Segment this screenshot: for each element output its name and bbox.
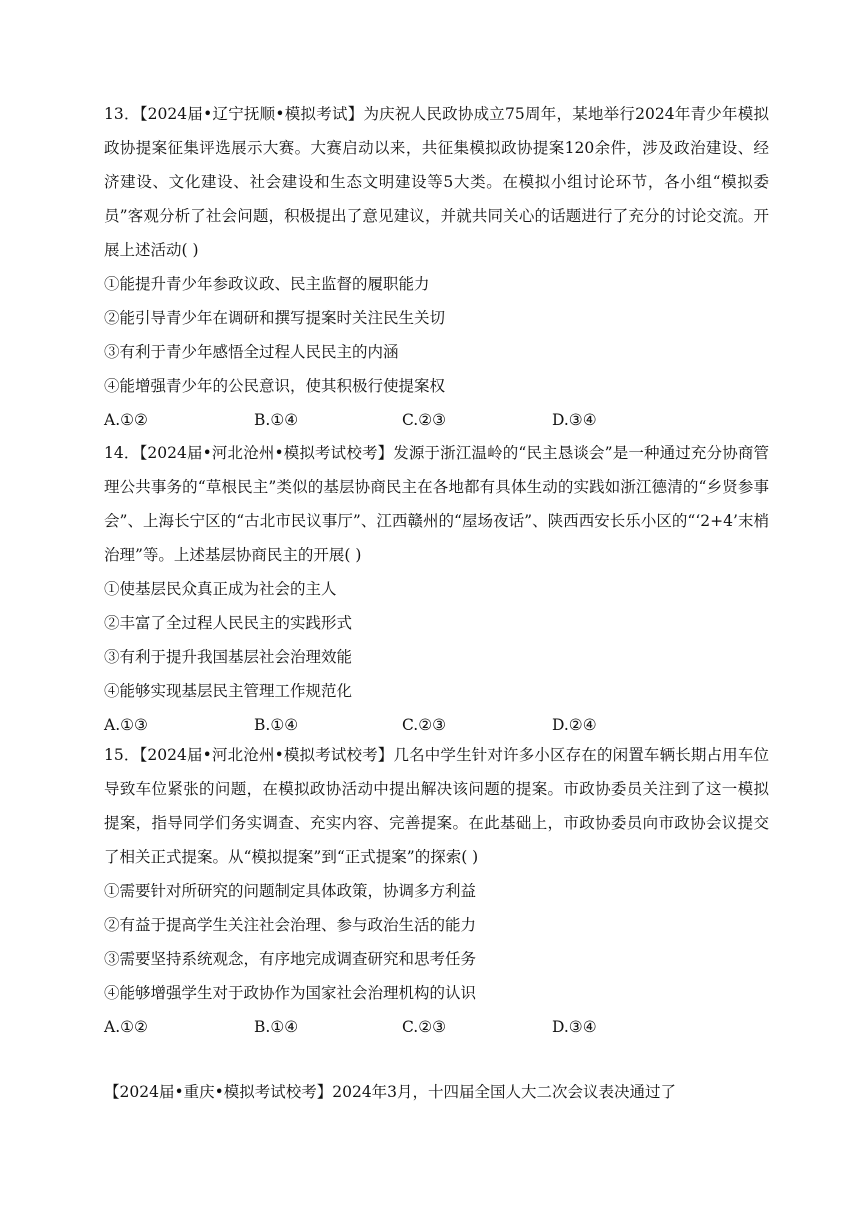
choice-d[interactable]: D.③④ bbox=[552, 1018, 597, 1036]
option-item: ②丰富了全过程人民民主的实践形式 bbox=[104, 614, 353, 632]
option-item: ①需要针对所研究的问题制定具体政策，协调多方利益 bbox=[104, 882, 477, 900]
choice-a[interactable]: A.①② bbox=[104, 411, 148, 429]
choice-d[interactable]: D.③④ bbox=[552, 411, 597, 429]
next-question-intro: 【2024届•重庆•模拟考试校考】2024年3月，十四届全国人大二次会议表决通过了 bbox=[104, 1083, 677, 1101]
choice-d[interactable]: D.②④ bbox=[552, 716, 597, 734]
option-item: ③有利于青少年感悟全过程人民民主的内涵 bbox=[104, 343, 399, 361]
choice-c[interactable]: C.②③ bbox=[402, 1018, 447, 1036]
choice-a[interactable]: A.①③ bbox=[104, 716, 148, 734]
option-item: ②能引导青少年在调研和撰写提案时关注民生关切 bbox=[104, 309, 446, 327]
question-13 bbox=[104, 97, 769, 437]
option-item: ①能提升青少年参政议政、民主监督的履职能力 bbox=[104, 275, 430, 293]
choice-b[interactable]: B.①④ bbox=[254, 716, 299, 734]
option-item: ④能增强青少年的公民意识，使其积极行使提案权 bbox=[104, 377, 446, 395]
choice-c[interactable]: C.②③ bbox=[402, 411, 447, 429]
choice-c[interactable]: C.②③ bbox=[402, 716, 447, 734]
choice-b[interactable]: B.①④ bbox=[254, 411, 299, 429]
option-item: ①使基层民众真正成为社会的主人 bbox=[104, 580, 337, 598]
question-stem: 13．【2024届•辽宁抚顺•模拟考试】为庆祝人民政协成立75周年，某地举行2024年青少年模拟政协提案征集评选展示大赛。大赛启动以来，共征集模拟政协提案120余件，涉及政治建设、经济建设、文化建设、社会建设和生态文明建设等5大类。在模拟小组讨论环节，各小组“模拟委员”客观分析了社会问题，积极提出了意见建议，并就共同关心的话题进行了充分的讨论交流。开展上述活动( ) bbox=[104, 105, 769, 259]
choice-a[interactable]: A.①② bbox=[104, 1018, 148, 1036]
option-item: ④能够实现基层民主管理工作规范化 bbox=[104, 682, 353, 700]
choice-b[interactable]: B.①④ bbox=[254, 1018, 299, 1036]
answer-choices bbox=[104, 708, 769, 742]
question-15 bbox=[104, 738, 769, 1044]
question-14 bbox=[104, 436, 769, 742]
option-item: ③需要坚持系统观念，有序地完成调查研究和思考任务 bbox=[104, 950, 477, 968]
answer-choices bbox=[104, 1010, 769, 1044]
question-stem: 15．【2024届•河北沧州•模拟考试校考】几名中学生针对许多小区存在的闲置车辆长期占用车位导致车位紧张的问题，在模拟政协活动中提出解决该问题的提案。市政协委员关注到了这一模拟提案，指导同学们务实调查、充实内容、完善提案。在此基础上，市政协委员向市政协会议提交了相关正式提案。从“模拟提案”到“正式提案”的探索( ) bbox=[104, 746, 769, 866]
option-item: ④能够增强学生对于政协作为国家社会治理机构的认识 bbox=[104, 984, 477, 1002]
answer-choices bbox=[104, 403, 769, 437]
option-item: ②有益于提高学生关注社会治理、参与政治生活的能力 bbox=[104, 916, 477, 934]
question-stem: 14．【2024届•河北沧州•模拟考试校考】发源于浙江温岭的“民主恳谈会”是一种通过充分协商管理公共事务的“草根民主”类似的基层协商民主在各地都有具体生动的实践如浙江德清的“乡贤参事会”、上海长宁区的“古北市民议事厅”、江西赣州的“屋场夜话”、陕西西安长乐小区的“‘2+4’末梢治理”等。上述基层协商民主的开展( ) bbox=[104, 444, 769, 564]
option-item: ③有利于提升我国基层社会治理效能 bbox=[104, 648, 353, 666]
